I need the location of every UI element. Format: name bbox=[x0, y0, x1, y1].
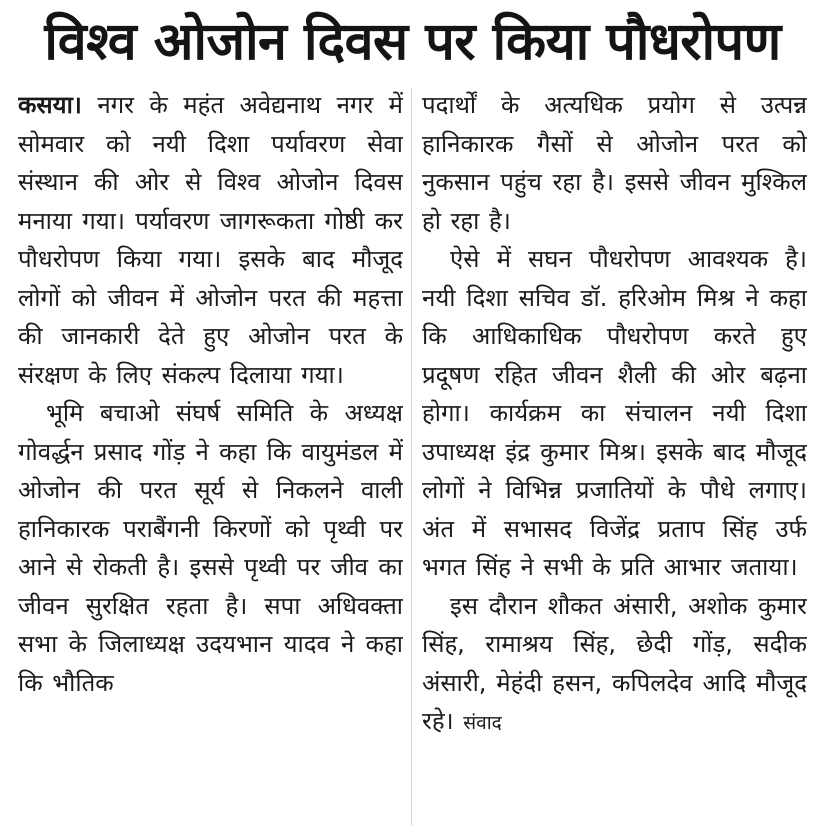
column-divider bbox=[411, 88, 412, 826]
paragraph-intro bbox=[18, 86, 403, 394]
paragraph-attendees bbox=[422, 587, 807, 743]
article-column-right bbox=[422, 86, 807, 828]
paragraph-intro-text: नगर के महंत अवेद्यनाथ नगर में सोमवार को नयी दिशा पर्यावरण सेवा संस्थान की ओर से विश्व ओजोन दिवस मनाया गया। पर्यावरण जागरूकता गोष्ठी कर पौधरोपण किया गया। इसके बाद मौजूद लोगों को जीवन में ओजोन परत की महत्ता की जानकारी देते हुए ओजोन परत के संरक्षण के लिए संकल्प दिलाया गया। bbox=[18, 91, 403, 389]
byline: संवाद bbox=[463, 712, 502, 734]
dateline: कसया। bbox=[18, 91, 82, 119]
paragraph-quote-govardhan: भूमि बचाओ संघर्ष समिति के अध्यक्ष गोवर्द्धन प्रसाद गोंड़ ने कहा कि वायुमंडल में ओजोन की परत सूर्य से निकलने वाली हानिकारक पराबैंगनी किरणों को पृथ्वी पर आने से रोकती है। इससे पृथ्वी पर जीव का जीवन सुरक्षित रहता है। सपा अधिवक्ता सभा के जिलाध्यक्ष उदयभान यादव ने कहा कि भौतिक bbox=[18, 399, 403, 697]
paragraph-attendees-text: इस दौरान शौकत अंसारी, अशोक कुमार सिंह, रामाश्रय सिंह, छेदी गोंड़, सदीक अंसारी, मेहंदी हसन, कपिलदेव आदि मौजूद रहे। bbox=[422, 591, 807, 735]
headline: विश्व ओजोन दिवस पर किया पौधरोपण bbox=[44, 12, 781, 72]
article-column-left bbox=[18, 86, 403, 828]
paragraph-continuation: पदार्थों के अत्यधिक प्रयोग से उत्पन्न हानिकारक गैसों से ओजोन परत को नुकसान पहुंच रहा है। इससे जीवन मुश्किल हो रहा है। bbox=[422, 91, 807, 235]
paragraph-plantation: ऐसे में सघन पौधरोपण आवश्यक है। नयी दिशा सचिव डॉ. हरिओम मिश्र ने कहा कि आधिकाधिक पौधरोपण करते हुए प्रदूषण रहित जीवन शैली की ओर बढ़ना होगा। कार्यक्रम का संचालन नयी दिशा उपाध्यक्ष इंद्र कुमार मिश्र। इसके बाद मौजूद लोगों ने विभिन्न प्रजातियों के पौधे लगाए। अंत में सभासद विजेंद्र प्रताप सिंह उर्फ भगत सिंह ने सभी के प्रति आभार जताया। bbox=[422, 245, 807, 581]
